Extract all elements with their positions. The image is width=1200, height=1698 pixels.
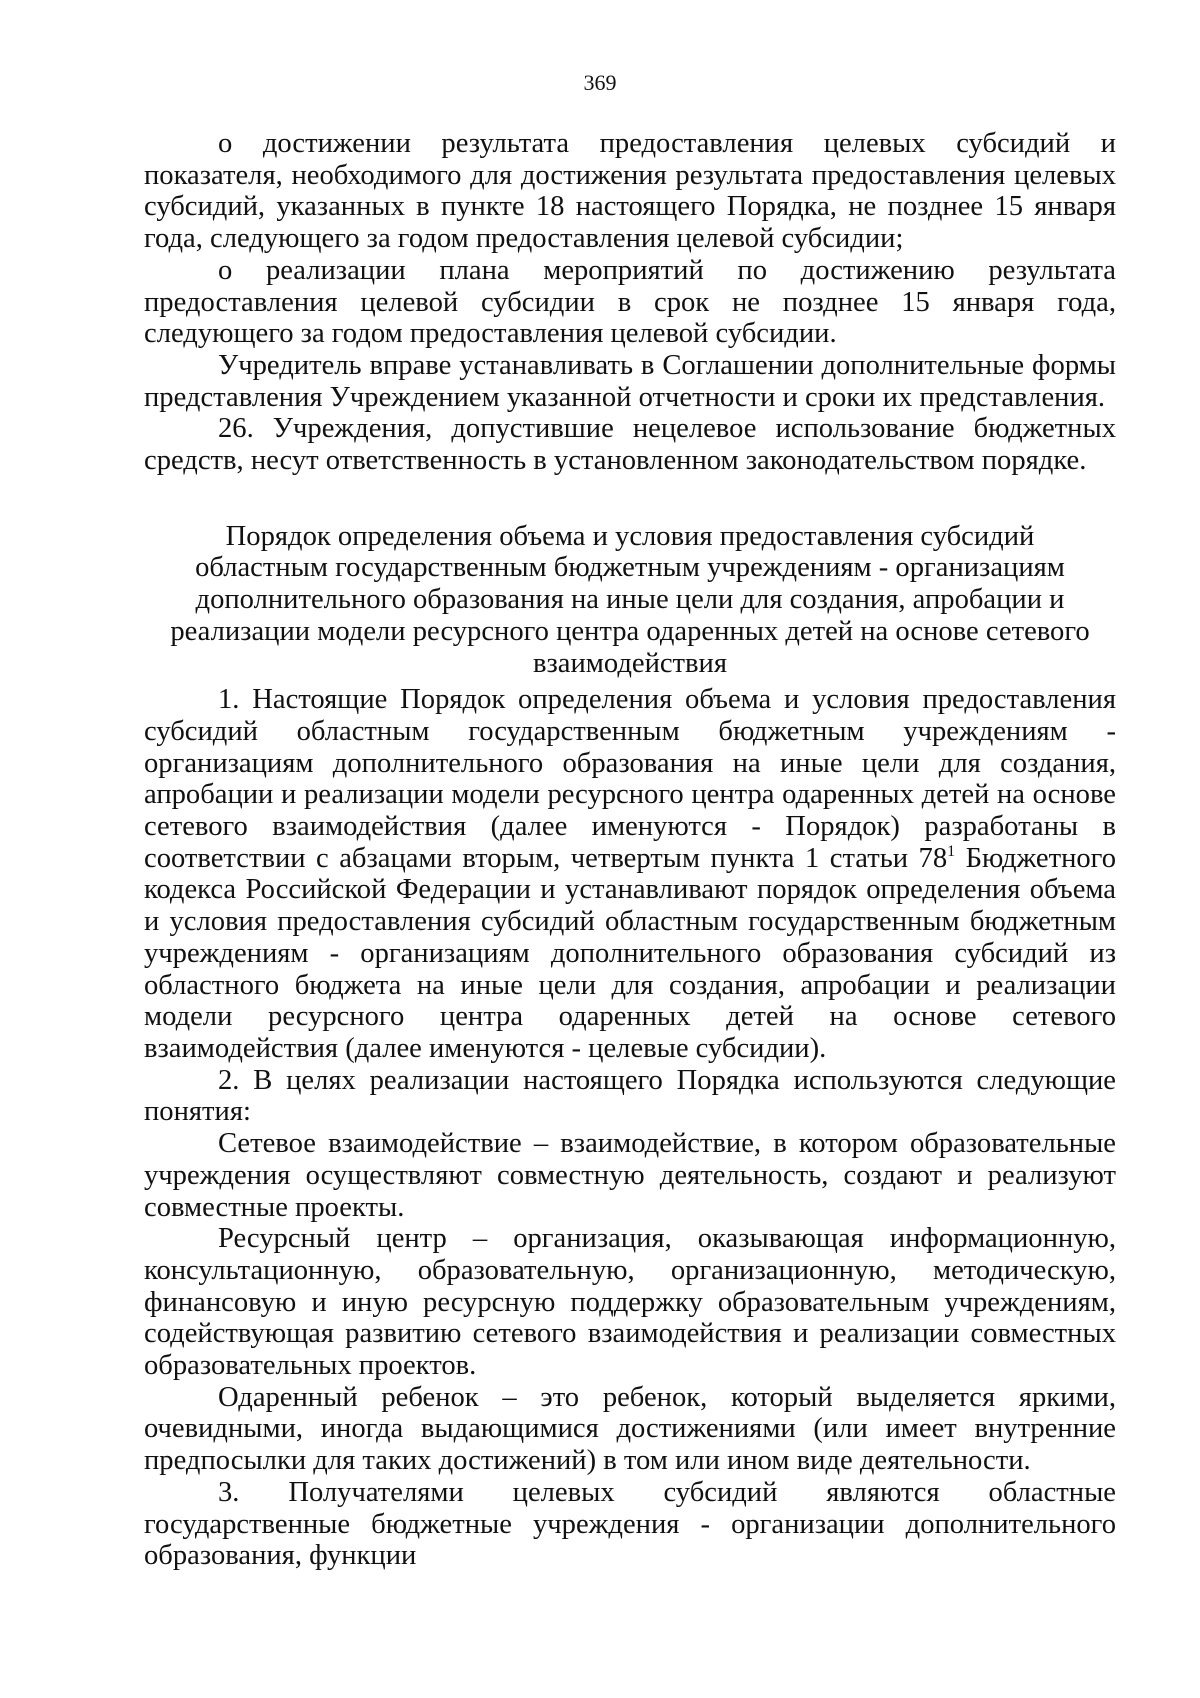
paragraph-gifted-child: Одаренный ребенок – это ребенок, который выделяется яркими, очевидными, иногда выдающимися достижениями (или имеет внутренние предпосылки для таких достижений) в том или ином виде деятельности. xyxy=(144,1381,1116,1477)
section-title-line: реализации модели ресурсного центра одаренных детей на основе сетевого xyxy=(170,615,1090,647)
paragraph-result-report: о достижении результата предоставления целевых субсидий и показателя, необходимого для достижения результата предоставления целевых субсидий, указанных в пункте 18 настоящего Порядка, не позднее 15 января года, следующего за годом предоставления целевой субсидии; xyxy=(144,128,1116,255)
section-title-line: областным государственным бюджетным учреждениям - организациям xyxy=(195,552,1065,584)
section-title xyxy=(144,521,1116,680)
paragraph-3: 3. Получателями целевых субсидий являются областные государственные бюджетные учреждения - организации дополнительного образования, функции xyxy=(144,1476,1116,1572)
paragraph-plan-report: о реализации плана мероприятий по достижению результата предоставления целевой субсидии в срок не позднее 15 января года, следующего за годом предоставления целевой субсидии. xyxy=(144,254,1116,350)
paragraph-1-text-start: 1. Настоящие Порядок определения объема и условия предоставления субсидий областным государственным бюджетным учреждениям - организациям дополнительного образования на иные цели для создания, апробации и реализации модели ресурсного центра одаренных детей на основе сетевого взаимодействия (далее именуются - Порядок) разработаны в соответствии с абзацами вторым, четвертым пункта 1 статьи 78 xyxy=(144,684,1116,874)
section-title-line: Порядок определения объема и условия предоставления субсидий xyxy=(225,520,1035,552)
paragraph-founder-rights: Учредитель вправе устанавливать в Соглашении дополнительные формы представления Учреждением указанной отчетности и сроки их представления. xyxy=(144,349,1116,413)
document-body xyxy=(144,128,1116,1572)
paragraph-1 xyxy=(144,684,1116,1064)
page-number: 369 xyxy=(583,70,617,95)
paragraph-resource-center: Ресурсный центр – организация, оказывающая информационную, консультационную, образовательную, организационную, методическую, финансовую и иную ресурсную поддержку образовательным учреждениям, содействующая развитию сетевого взаимодействия и реализации совместных образовательных проектов. xyxy=(144,1223,1116,1382)
paragraph-26: 26. Учреждения, допустившие нецелевое использование бюджетных средств, несут ответственность в установленном законодательством порядке. xyxy=(144,413,1116,477)
paragraph-network-interaction: Сетевое взаимодействие – взаимодействие, в котором образовательные учреждения осуществляют совместную деятельность, создают и реализуют совместные проекты. xyxy=(144,1128,1116,1223)
superscript-note: 1 xyxy=(947,842,956,860)
paragraph-1-text-end: Бюджетного кодекса Российской Федерации и устанавливают порядок определения объема и условия предоставления субсидий областным государственным бюджетным учреждениям - организациям дополнительного образования субсидий из областного бюджета на иные цели для создания, апробации и реализации модели ресурсного центра одаренных детей на основе сетевого взаимодействия (далее именуются - целевые субсидии). xyxy=(144,842,1116,1064)
section-title-line: взаимодействия xyxy=(532,647,728,679)
paragraph-2: 2. В целях реализации настоящего Порядка используются следующие понятия: xyxy=(144,1064,1116,1128)
section-title-line: дополнительного образования на иные цели для создания, апробации и xyxy=(195,584,1065,616)
